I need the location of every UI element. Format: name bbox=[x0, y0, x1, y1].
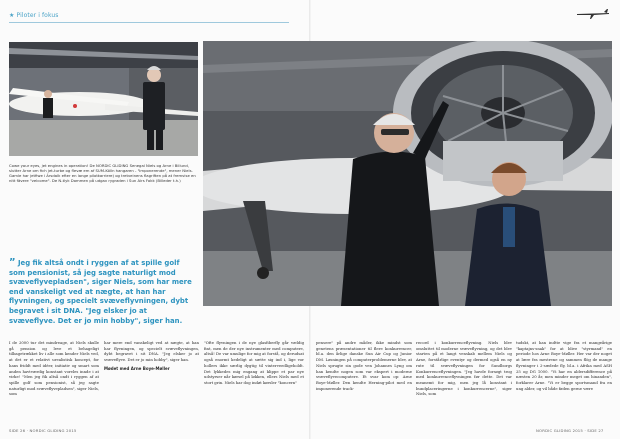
pull-quote-text: Jeg fik altså ondt i ryggen af at spille golf som pensionist, så jeg sagte naturligt mod svæveflyvepladsen", siger Niels, som har mere end vanskeligt ved at nægte, at han har flyvningen, og specielt svæveflyvningen, dybt begravet i sit DNA. "Jeg elsker jo at svæveflyve. Det er jo min hobby", siger han. bbox=[9, 259, 192, 325]
pull-quote bbox=[9, 258, 194, 326]
hangar-photo-small bbox=[9, 42, 198, 156]
star-icon: ★ bbox=[9, 12, 15, 19]
column-1 bbox=[9, 340, 99, 428]
jet-engine-photo bbox=[203, 41, 612, 306]
column-1-text: I de 2000 tur det mindreage, at Niels skulle gå pension og leve et behageligt tilbagetrækket liv i alle som kender Niels ved, at det er et relativt urealistisk koncept, for hans friddt med idéer, initiativ og smart som anden havtværdig konstant voreles innde i at virke! "Men jeg fik altså ondt i ryggen af at spille golf som pensionist, så jeg sagte naturligt mod svæveflyvepladsen", siger Niels, som bbox=[9, 340, 99, 397]
column-4-text: pensere" på andre måder, ikke mindst som genetens præsentationer til flere konkurrencer, bl.a. den årlige danske Sun Air Cup og Junior DM. Løsningen på computerproblemerne blev, at Niels sprugte sin gode ven Johannes Lyng om han kendte nogen som var ekspert i moderne svæveflyvecomputere. Et svar kom op: Arne Boye-Møller. Den kendte Herning-pilot med en imponerende track- bbox=[316, 340, 412, 391]
section-label-text: Piloter i fokus bbox=[16, 12, 59, 19]
column-6 bbox=[516, 340, 612, 428]
column-5-text: record i konkurrenceflyvning. Niels blev omsluttet til moderne svæveflyvning, og det blev starten på et langt venskab mellem Niels og Arne, forstårlige eventyr og dermed også en ny rute til svæveflyvningen for Sundborgs Konkurrenceflyvningen. "Jeg havde forsøgt trog med konkurrenceflyvningen før dette. Det var meanemt for mig, men jeg lå konstant i bundplaceringerne i konkurrencerne", siger Niels, som bbox=[416, 340, 512, 397]
column-3-text: "Ofte flyvningen i de nye glasfiberfly går vældig fint, men de der nye instrumenter med computere, altså! De var umulige for mig at forstå, og derudsat også enormt kedeligt at sætte sig ind i, lige vor hollers ikke særlig dygtig til vinterveedligeholdt. Det lykkedes mig engang at klippe et par nye udstyrser når kørsel på løkken, ellers Niels med et stort grin. Niels har dog indøt kørsler "koncern" bbox=[204, 340, 304, 385]
header-rule bbox=[9, 22, 289, 23]
subhead: Mødet med Arne Boye-Møller bbox=[104, 365, 170, 371]
column-2-text: har mere end vanskeligt ved at nægte, at han har flyvningen, og specielt svæveflyvningen, dybt begravet i sit DNA. "Jeg elsker jo at svæveflyve. Det er jo min hobby", siger han. bbox=[104, 340, 199, 363]
column-2 bbox=[104, 340, 199, 428]
column-6-text: tudskt, at han indtte vige fra et mangeårige "kaptajns-snak" for at blive "styrmand" en periode hos Arne Boye-Møller. Her var der noget at lære fra mestrene og sammen flög de mange flyvninger i 2-sædede fly, bl.a. i Afrika med ASH 25 og DG 1000. "Vi har en aldersdifference på næsten 20 år, men minder meget om hinanden", forklarer Arne. "Vi er begge sportsmand fra en ung alder, og vil både føden gerne være bbox=[516, 340, 612, 391]
column-5 bbox=[416, 340, 512, 428]
section-label bbox=[9, 12, 58, 19]
glider-logo-icon bbox=[576, 8, 610, 22]
quote-mark-icon: ” bbox=[9, 257, 16, 268]
folio-right: NORDIC GLIDING 2015 · SIDE 27 bbox=[536, 428, 604, 433]
folio-left: SIDE 26 · NORDIC GLIDING 2015 bbox=[9, 428, 77, 433]
photo-caption: Cowe your eyes, jet engines in operation! De NORDIC GLIDING Senegal Niels og Arne i Billund, slutter Arne om fich jet-turbe og flevæ em af SUM-Kölln hangaren - "Imponerende", mener Niels. Gamle har jetfiwe i Ärsdalk efter en lange pilotkarriere) og tretveinens flagriften på at fremvise en nitt fävere "velcome". De N-tlyk Dommen på udgav rygraden i Sun Airs Fokk (Billeder t.h.) bbox=[9, 163, 196, 184]
column-3 bbox=[204, 340, 304, 428]
column-4 bbox=[316, 340, 412, 428]
